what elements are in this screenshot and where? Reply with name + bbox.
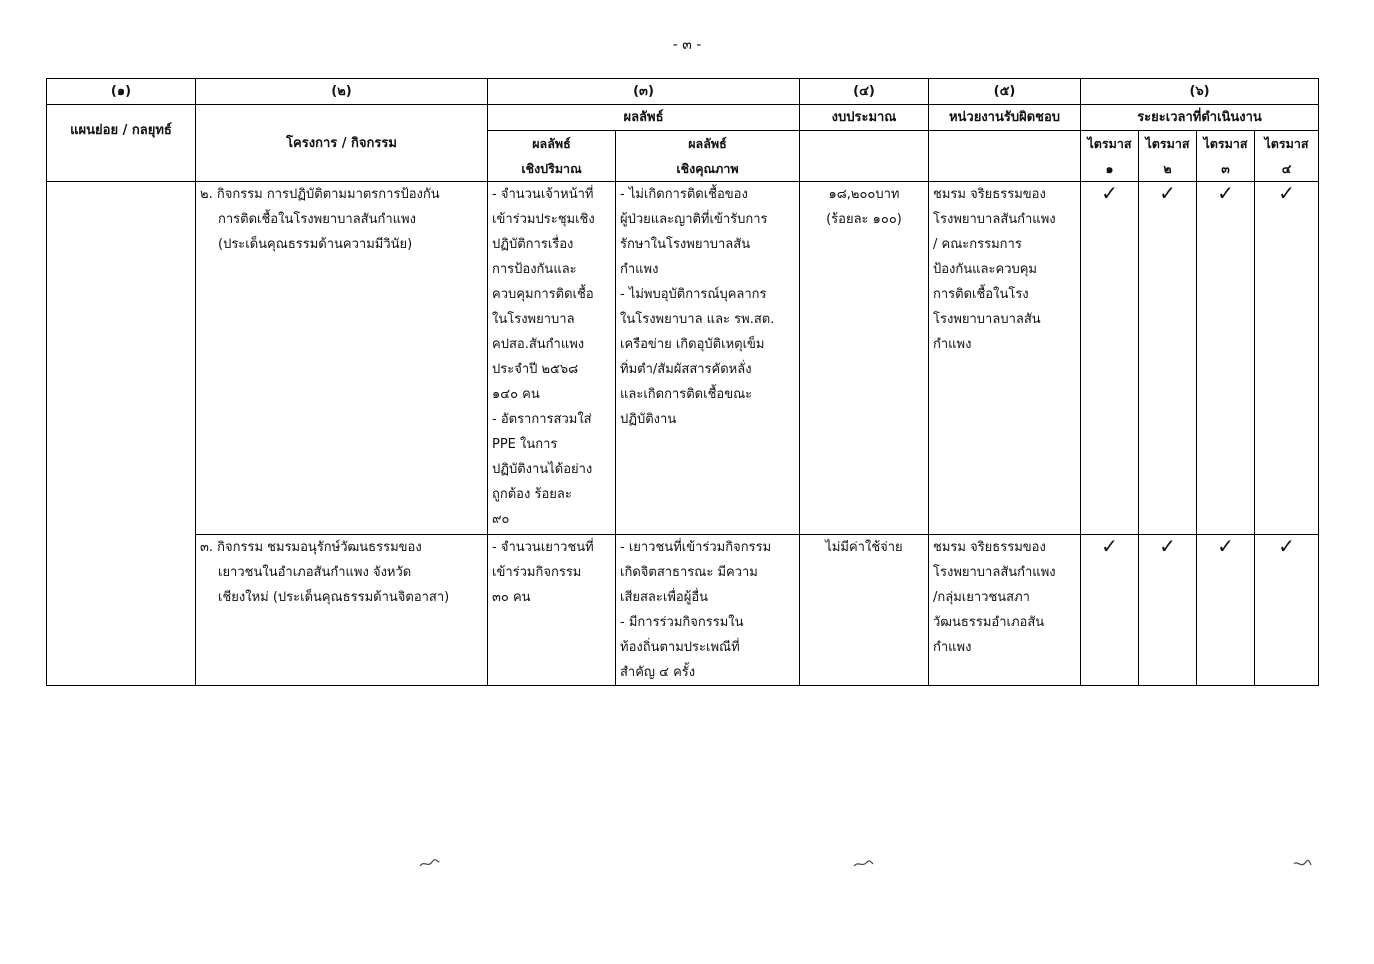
responsible-line: การติดเชื้อในโรง xyxy=(933,287,1029,302)
quantity-line: การป้องกันและ xyxy=(492,262,577,277)
responsible-line: /กลุ่มเยาวชนสภา xyxy=(933,590,1030,605)
quarter-4-number: ๔ xyxy=(1281,161,1292,176)
quarter-2-check: ✓ xyxy=(1139,182,1197,535)
quality-line: และเกิดการติดเชื้อขณะ xyxy=(620,387,753,402)
budget-line: ไม่มีค่าใช้จ่าย xyxy=(825,540,903,555)
quantity-line: ๙๐ xyxy=(492,512,510,527)
quarter-2-check: ✓ xyxy=(1139,535,1197,686)
project-line: เชียงใหม่ (ประเด็นคุณธรรมด้านจิตอาสา) xyxy=(218,590,450,605)
output-quantity-header-line2: เชิงปริมาณ xyxy=(521,161,582,176)
column-number-3: (๓) xyxy=(488,79,800,105)
quantity-line: ปฏิบัติงานได้อย่าง xyxy=(492,462,593,477)
quantity-line: ปฏิบัติการเรื่อง xyxy=(492,237,574,252)
quantity-line: เข้าร่วมประชุมเชิง xyxy=(492,212,595,227)
responsible-line: / คณะกรรมการ xyxy=(933,237,1022,252)
quality-line: เครือข่าย เกิดอุบัติเหตุเข็ม xyxy=(620,337,765,352)
output-quantity-header-line1: ผลลัพธ์ xyxy=(532,136,571,151)
responsible-line: โรงพยาบาลสันกำแพง xyxy=(933,565,1056,580)
responsible-line: โรงพยาบาลบาลสัน xyxy=(933,312,1041,327)
quantity-line: ในโรงพยาบาล xyxy=(492,312,575,327)
quarter-2-header xyxy=(1139,131,1197,182)
quarter-3-check: ✓ xyxy=(1197,535,1255,686)
project-header: โครงการ / กิจกรรม xyxy=(196,105,488,182)
project-line: (ประเด็นคุณธรรมด้านความมีวินัย) xyxy=(218,237,413,252)
quarter-3-header xyxy=(1197,131,1255,182)
column-number-4: (๔) xyxy=(800,79,929,105)
responsible-line: กำแพง xyxy=(933,337,972,352)
project-line: เยาวชนในอำเภอสันกำแพง จังหวัด xyxy=(218,565,412,580)
column-number-row xyxy=(47,79,1319,105)
responsible-cell xyxy=(929,182,1081,535)
initials-mark xyxy=(852,858,874,870)
responsible-header: หน่วยงานรับผิดชอบ xyxy=(929,105,1081,131)
quantity-line: คปสอ.สันกำแพง xyxy=(492,337,585,352)
quality-line: ในโรงพยาบาล และ รพ.สต. xyxy=(620,312,775,327)
quality-line: ปฏิบัติงาน xyxy=(620,412,677,427)
quality-line: รักษาในโรงพยาบาลสัน xyxy=(620,237,751,252)
quantity-line: ควบคุมการติดเชื้อ xyxy=(492,287,594,302)
responsible-line: กำแพง xyxy=(933,640,972,655)
plan-table xyxy=(46,78,1319,686)
quarter-2-label: ไตรมาส xyxy=(1145,136,1190,151)
quantity-line: PPE ในการ xyxy=(492,437,558,452)
output-header: ผลลัพธ์ xyxy=(488,105,800,131)
quarter-3-number: ๓ xyxy=(1221,161,1230,176)
strategy-cell xyxy=(47,182,196,686)
quarter-4-check: ✓ xyxy=(1255,535,1319,686)
quality-line: สำคัญ ๔ ครั้ง xyxy=(620,665,696,680)
quantity-line: ถูกต้อง ร้อยละ xyxy=(492,487,572,502)
quantity-line: ประจำปี ๒๕๖๘ xyxy=(492,362,579,377)
budget-cell xyxy=(800,182,929,535)
quantity-line: ๓๐ คน xyxy=(492,590,531,605)
quality-cell xyxy=(616,535,800,686)
responsible-line: ป้องกันและควบคุม xyxy=(933,262,1038,277)
quality-line: - ไม่พบอุบัติการณ์บุคลากร xyxy=(620,287,767,302)
responsible-line: โรงพยาบาลสันกำแพง xyxy=(933,212,1056,227)
quality-line: - เยาวชนที่เข้าร่วมกิจกรรม xyxy=(620,540,772,555)
quality-line: ผู้ป่วยและญาติที่เข้ารับการ xyxy=(620,212,768,227)
budget-line: (ร้อยละ ๑๐๐) xyxy=(826,212,902,227)
header-row xyxy=(47,105,1319,131)
quarter-1-number: ๑ xyxy=(1105,161,1114,176)
quality-cell xyxy=(616,182,800,535)
initials-mark xyxy=(1292,858,1312,870)
project-line: ๓. กิจกรรม ชมรมอนุรักษ์วัฒนธรรมของ xyxy=(200,540,422,555)
quality-line: ทิ่มตำ/สัมผัสสารคัดหลั่ง xyxy=(620,362,752,377)
responsible-line: ชมรม จริยธรรมของ xyxy=(933,187,1046,202)
quarter-3-label: ไตรมาส xyxy=(1203,136,1248,151)
column-number-5: (๕) xyxy=(929,79,1081,105)
project-line: ๒. กิจกรรม การปฏิบัติตามมาตรการป้องกัน xyxy=(200,187,440,202)
budget-header: งบประมาณ xyxy=(800,105,929,131)
quantity-line: - จำนวนเจ้าหน้าที่ xyxy=(492,187,594,202)
output-quantity-header xyxy=(488,131,616,182)
quality-line: - ไม่เกิดการติดเชื้อของ xyxy=(620,187,748,202)
strategy-header-text: แผนย่อย / กลยุทธ์ xyxy=(70,123,172,138)
responsible-subheader xyxy=(929,131,1081,182)
quarter-4-check: ✓ xyxy=(1255,182,1319,535)
quantity-line: ๑๔๐ คน xyxy=(492,387,540,402)
strategy-header xyxy=(47,105,196,182)
column-number-2: (๒) xyxy=(196,79,488,105)
table-row xyxy=(47,535,1319,686)
budget-line: ๑๘,๒๐๐บาท xyxy=(828,187,900,202)
page-number: - ๓ - xyxy=(672,37,702,53)
quarter-3-check: ✓ xyxy=(1197,182,1255,535)
quarter-1-check: ✓ xyxy=(1081,535,1139,686)
quarter-1-check: ✓ xyxy=(1081,182,1139,535)
quality-line: เกิดจิตสาธารณะ มีความ xyxy=(620,565,758,580)
quarter-1-label: ไตรมาส xyxy=(1087,136,1132,151)
initials-mark xyxy=(418,858,440,870)
table-row xyxy=(47,182,1319,535)
budget-cell xyxy=(800,535,929,686)
column-number-1: (๑) xyxy=(47,79,196,105)
responsible-cell xyxy=(929,535,1081,686)
quantity-line: - อัตราการสวมใส่ xyxy=(492,412,592,427)
output-quality-header-line1: ผลลัพธ์ xyxy=(688,136,727,151)
quantity-line: - จำนวนเยาวชนที่ xyxy=(492,540,594,555)
column-number-6: (๖) xyxy=(1081,79,1319,105)
quality-line: - มีการร่วมกิจกรรมใน xyxy=(620,615,744,630)
output-quality-header xyxy=(616,131,800,182)
quantity-cell xyxy=(488,182,616,535)
quarter-2-number: ๒ xyxy=(1163,161,1172,176)
project-cell xyxy=(196,535,488,686)
output-quality-header-line2: เชิงคุณภาพ xyxy=(676,161,739,176)
quality-line: ท้องถิ่นตามประเพณีที่ xyxy=(620,640,740,655)
quantity-cell xyxy=(488,535,616,686)
quarter-1-header xyxy=(1081,131,1139,182)
quality-line: กำแพง xyxy=(620,262,659,277)
quality-line: เสียสละเพื่อผู้อื่น xyxy=(620,590,709,605)
quantity-line: เข้าร่วมกิจกรรม xyxy=(492,565,582,580)
project-cell xyxy=(196,182,488,535)
responsible-line: วัฒนธรรมอำเภอสัน xyxy=(933,615,1045,630)
quarter-4-header xyxy=(1255,131,1319,182)
quarter-4-label: ไตรมาส xyxy=(1264,136,1309,151)
timeline-header: ระยะเวลาที่ดำเนินงาน xyxy=(1081,105,1319,131)
project-line: การติดเชื้อในโรงพยาบาลสันกำแพง xyxy=(218,212,416,227)
budget-subheader xyxy=(800,131,929,182)
responsible-line: ชมรม จริยธรรมของ xyxy=(933,540,1046,555)
